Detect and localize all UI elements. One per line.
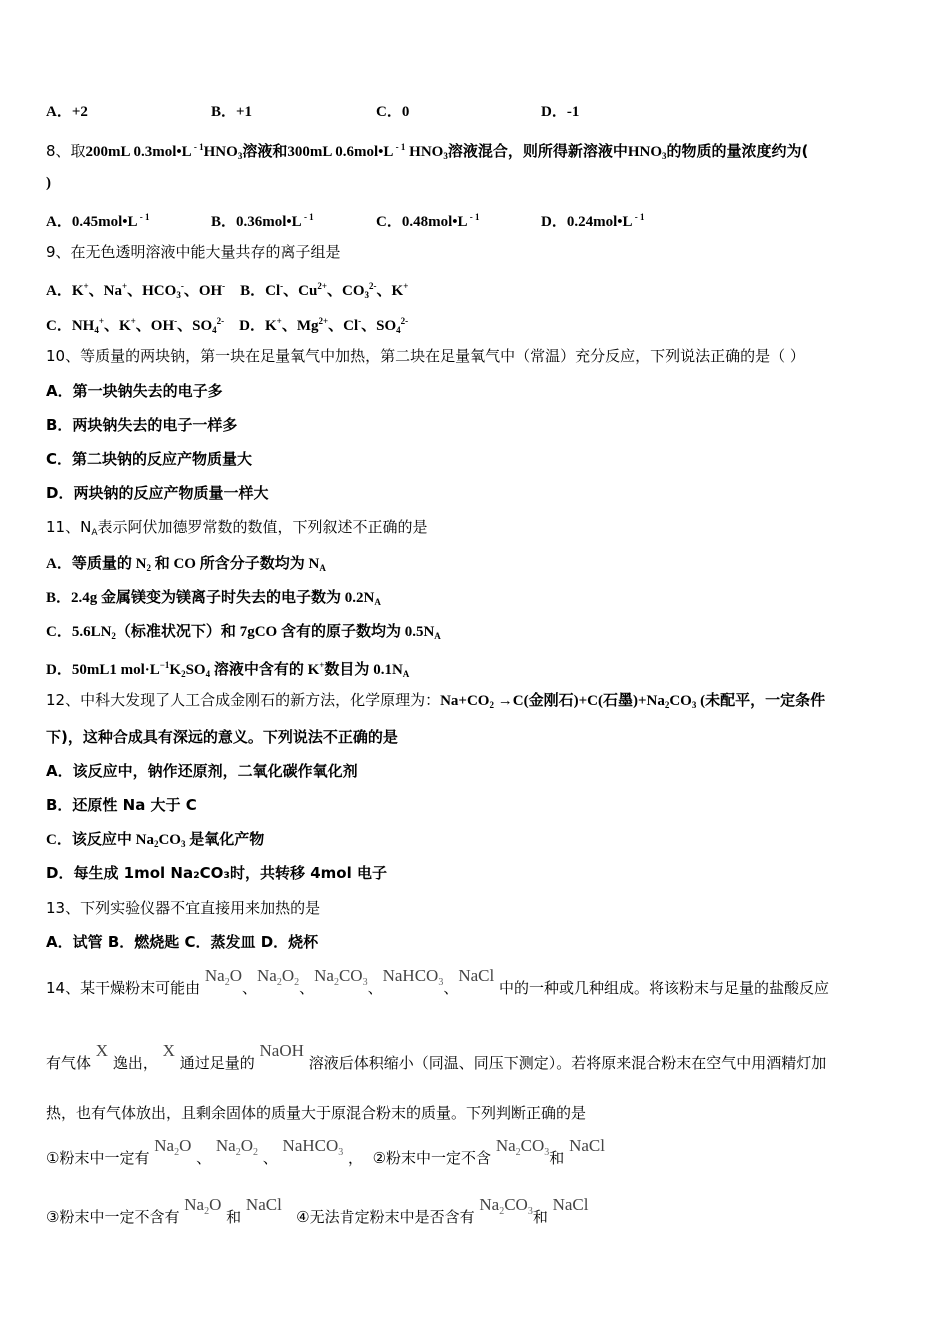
- q14-stem-line1: 14、某干燥粉末可能由 $Na_2O$、$Na_2O_2$、$Na_2CO_3$、NaHCO$_3$、NaCl 中的一种或几种组成。将该粉末与足量的盐酸反应: [46, 966, 830, 997]
- q9-stem: 9、在无色透明溶液中能大量共存的离子组是: [46, 243, 341, 261]
- q11-option-c: C．$5.6LN_2$（标准状况下）和 7gCO 含有的原子数均为 $0.5N_A$: [46, 622, 441, 641]
- q11-stem: 11、$N_A$表示阿伏加德罗常数的数值，下列叙述不正确的是: [46, 518, 428, 538]
- q7-option-b: B．+1: [211, 104, 253, 120]
- q8-option-b: B．0.36mol•L $^{- 1}$: [211, 212, 314, 230]
- q7-option-d: D．-1: [541, 104, 580, 120]
- q12-option-a: A．该反应中，钠作还原剂，二氧化碳作氧化剂: [46, 762, 358, 780]
- q8-option-d: D．0.24mol•L $^{- 1}$: [541, 212, 645, 230]
- q11-option-d: D．50mL1 $mol\cdot L^{-1}K_2SO_4$ 溶液中含有的 K+数目为 $0.1N_A$: [46, 660, 410, 679]
- q9-options-cd: C．$NH_4^+$、K+、OH-、$SO_4^{2-}$ D．K+、$Mg^{2+}$、Cl-、$SO_4^{2-}$: [46, 316, 409, 335]
- q12-option-b: B．还原性 Na 大于 C: [46, 796, 197, 814]
- q8-stem-cont: ): [46, 175, 51, 191]
- q8-option-a: A．0.45mol•L $^{- 1}$: [46, 212, 150, 230]
- q10-option-c: C．第二块钠的反应产物质量大: [46, 450, 253, 468]
- q8-options: [46, 207, 706, 232]
- q7-options: [46, 102, 706, 122]
- q10-stem: 10、等质量的两块钠，第一块在足量氧气中加热，第二块在足量氧气中（常温）充分反应，下列说法正确的是（ ）: [46, 347, 805, 365]
- q7-option-a: A．+2: [46, 104, 88, 120]
- q14-statements-34: ③粉末中一定不含有 $Na_2O$ 和 NaCl ④无法肯定粉末中是否含有 $Na_2CO_3$和 NaCl: [46, 1195, 589, 1226]
- q13-options: A．试管 B．燃烧匙 C．蒸发皿 D．烧杯: [46, 933, 319, 951]
- q12-stem: 12、中科大发现了人工合成金刚石的新方法，化学原理为：$Na+CO_2 \to C$(金刚石)+C(石墨)$+Na_2CO_3$ (未配平，一定条件: [46, 691, 826, 710]
- q14-statements-12: ①粉末中一定有 $Na_2O$ 、 $Na_2O_2$ 、 NaHCO$_3$ ， ②粉末中一定不含 $Na_2CO_3$和 NaCl: [46, 1136, 605, 1167]
- q10-option-d: D．两块钠的反应产物质量一样大: [46, 484, 269, 502]
- q12-option-d: D．每生成 1mol Na₂CO₃时，共转移 4mol 电子: [46, 864, 387, 882]
- q10-option-a: A．第一块钠失去的电子多: [46, 382, 223, 400]
- q13-stem: 13、下列实验仪器不宜直接用来加热的是: [46, 899, 321, 917]
- q14-stem-line2: 有气体 X 逸出， X 通过足量的 NaOH 溶液后体积缩小（同温、同压下测定）。若将原来混合粉末在空气中用酒精灯加: [46, 1041, 827, 1072]
- q9-options-ab: A．K+、Na+、$HCO_3^-$、OH- B．Cl-、$Cu^{2+}$、$CO_3^{2-}$、K+: [46, 281, 409, 300]
- q8-option-c: C．0.48mol•L $^{- 1}$: [376, 212, 480, 230]
- q12-stem-cont: 下)，这种合成具有深远的意义。下列说法不正确的是: [46, 728, 398, 746]
- q8-stem: 8、取200mL 0.3mol•L $^{- 1}HNO_3$溶液和300mL 0.6mol•L $^{- 1}$ $HNO_3$溶液混合，则所得新溶液中$HNO_3$的物质的量浓度约为(: [46, 142, 809, 161]
- q14-stem-line3: 热，也有气体放出，且剩余固体的质量大于原混合粉末的质量。下列判断正确的是: [46, 1104, 587, 1122]
- q11-option-a: A．等质量的 $N_2$ 和 CO 所含分子数均为 $N_A$: [46, 554, 326, 573]
- q7-option-c: C．0: [376, 104, 410, 120]
- q11-option-b: B．2.4g 金属镁变为镁离子时失去的电子数为 $0.2N_A$: [46, 588, 381, 607]
- q10-option-b: B．两块钠失去的电子一样多: [46, 416, 238, 434]
- q12-option-c: C．该反应中 $Na_2CO_3$ 是氧化产物: [46, 830, 265, 849]
